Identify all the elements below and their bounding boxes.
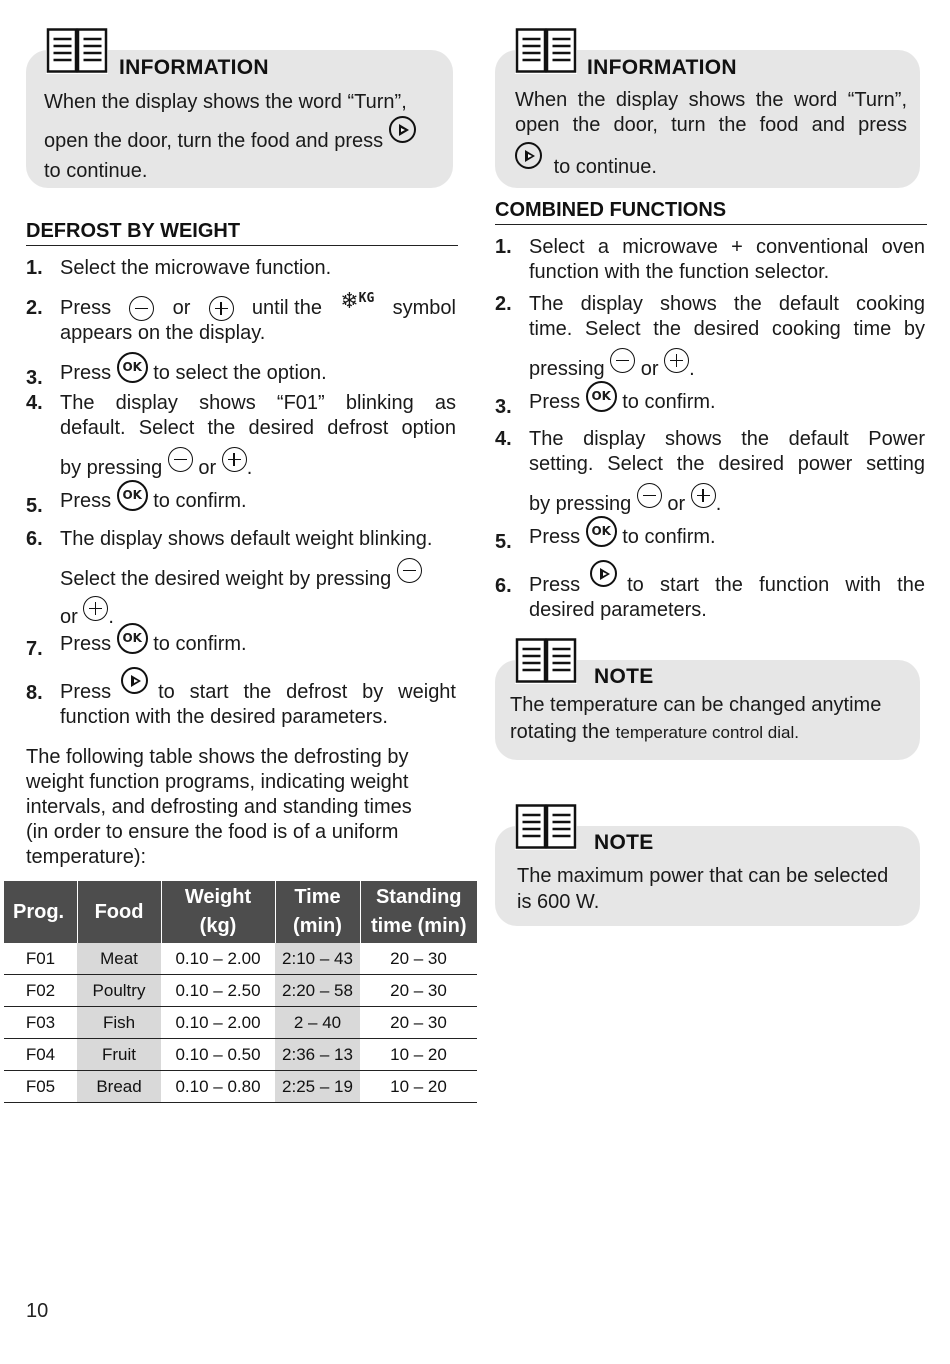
table-header-row (4, 881, 477, 943)
page-number: 10 (26, 1300, 49, 1322)
book-icon (46, 28, 108, 74)
table-row: F04 Fruit 0.10 – 0.50 2:36 – 13 10 – 20 (4, 1039, 477, 1071)
header-weight: Weight (kg) (161, 881, 275, 943)
callout-body: When the display shows the word “Turn”, open the door, turn the food and press to continue. (515, 89, 907, 178)
step-1: 1. Select the microwave function. (26, 257, 332, 279)
minus-button-icon (129, 296, 154, 321)
book-icon (515, 804, 577, 850)
book-icon (515, 638, 577, 684)
note-body: The temperature can be changed anytime rotating the temperature control dial. (510, 694, 882, 743)
information-callout (26, 50, 453, 188)
table-row: F01 Meat 0.10 – 2.00 2:10 – 43 20 – 30 (4, 943, 477, 975)
header-prog: Prog. (4, 881, 77, 943)
step-7: 7. Press OK to confirm. (26, 623, 456, 661)
start-button-icon (515, 142, 542, 169)
header-standing: Standing time (min) (360, 881, 477, 943)
plus-button-icon (209, 296, 234, 321)
step-1: 1. Select a microwave + conventional oven function with the function selector. (495, 236, 925, 283)
step-3: 3. Press OK to select the option. (26, 352, 456, 390)
callout-body: When the display shows the word “Turn”, open the door, turn the food and press to continue. (44, 88, 444, 181)
plus-button-icon (664, 348, 689, 373)
step-5: 5. Press OK to confirm. (495, 516, 925, 554)
table-intro-paragraph: The following table shows the defrosting by weight function programs, indicating weight intervals, and defrosting and standing times (in order to ensure the food is of a uniform temperature): (26, 746, 412, 868)
section-heading: DEFROST BY WEIGHT (26, 220, 458, 246)
plus-button-icon (83, 596, 108, 621)
table-row: F03 Fish 0.10 – 2.00 2 – 40 20 – 30 (4, 1007, 477, 1039)
start-button-icon (121, 667, 148, 694)
defrost-weight-symbol: ❄KG (340, 289, 375, 314)
snowflake-icon: ❄ (340, 289, 359, 314)
note-title: NOTE (594, 665, 654, 688)
minus-button-icon (637, 483, 662, 508)
step-2: 2. The display shows the default cooking time. Select the desired cooking time by pressing or . (495, 293, 925, 380)
step-8: 8. Press to start the defrost by weight function with the desired parameters. (26, 668, 456, 730)
step-4: 4. The display shows the default Power setting. Select the desired power setting by pressing or . (495, 428, 925, 515)
step-6: 6. The display shows default weight blinking. Select the desired weight by pressing or . (26, 528, 433, 628)
minus-button-icon (168, 447, 193, 472)
table-row: F05 Bread 0.10 – 0.80 2:25 – 19 10 – 20 (4, 1071, 477, 1103)
plus-button-icon (222, 447, 247, 472)
step-5: 5. Press OK to confirm. (26, 480, 456, 518)
start-button-icon (389, 116, 416, 143)
ok-button-icon: OK (586, 381, 617, 412)
note-title: NOTE (594, 831, 654, 854)
callout-title: INFORMATION (587, 56, 737, 79)
note-body: The maximum power that can be selected is 600 W. (517, 865, 889, 913)
header-food: Food (77, 881, 161, 943)
ok-button-icon: OK (586, 516, 617, 547)
start-button-icon (590, 560, 617, 587)
table-row: F02 Poultry 0.10 – 2.50 2:20 – 58 20 – 30 (4, 975, 477, 1007)
defrost-program-table (4, 881, 477, 1103)
information-callout (495, 50, 920, 188)
section-heading: COMBINED FUNCTIONS (495, 199, 927, 225)
header-time: Time (min) (275, 881, 360, 943)
ok-button-icon: OK (117, 352, 148, 383)
step-2: 2. Press or until the ❄KG symbol appears on the display. (26, 286, 456, 346)
step-4: 4. The display shows “F01” blinking as default. Select the desired defrost option by pressing or . (26, 392, 456, 479)
note-callout (495, 826, 920, 926)
book-icon (515, 28, 577, 74)
note-callout (495, 660, 920, 760)
plus-button-icon (691, 483, 716, 508)
ok-button-icon: OK (117, 480, 148, 511)
callout-title: INFORMATION (119, 56, 269, 79)
step-3: 3. Press OK to confirm. (495, 381, 925, 419)
minus-button-icon (397, 558, 422, 583)
minus-button-icon (610, 348, 635, 373)
step-6: 6. Press to start the function with the desired parameters. (495, 561, 925, 623)
ok-button-icon: OK (117, 623, 148, 654)
